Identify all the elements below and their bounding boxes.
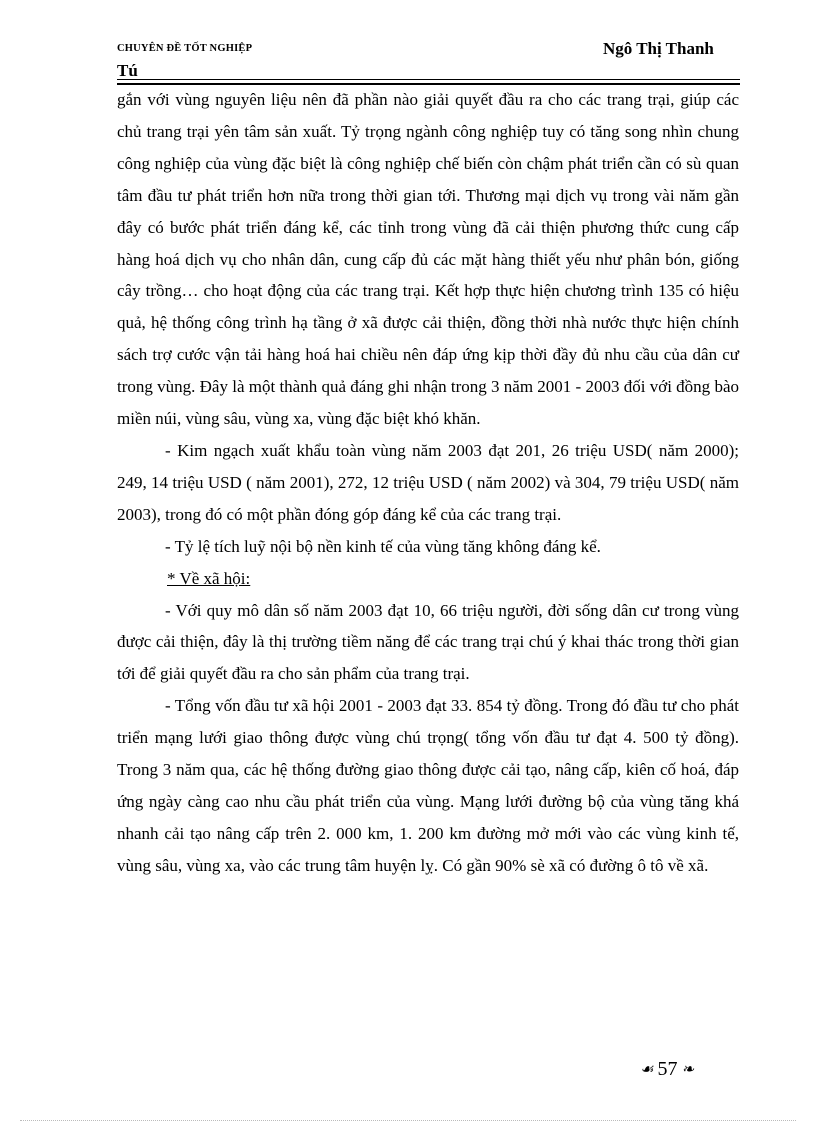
section-subheading-text: * Về xã hội: (167, 568, 251, 588)
header-rule-thin (117, 79, 740, 80)
section-subheading (117, 563, 739, 595)
ornament-left-icon: ☙ (640, 1062, 654, 1078)
document-body (117, 84, 739, 882)
page-bottom-divider (20, 1120, 796, 1121)
header-author-continued: Tú (117, 61, 138, 80)
header-left-title: CHUYÊN ĐỀ TỐT NGHIỆP (117, 43, 253, 54)
paragraph: - Với quy mô dân số năm 2003 đạt 10, 66 triệu người, đời sống dân cư trong vùng được cải thiện, đây là thị trường tiềm năng để các trang trại chú ý khai thác trong thời gian tới để giải quyết đầu ra cho sản phẩm của trang trại. (117, 600, 739, 684)
paragraph: - Kim ngạch xuất khẩu toàn vùng năm 2003 đạt 201, 26 triệu USD( năm 2000); 249, 14 triệu USD ( năm 2001), 272, 12 triệu USD ( năm 2002) và 304, 79 triệu USD( năm 2003), trong đó có một phần đóng góp đáng kể của các trang trại. (117, 440, 739, 524)
paragraph: - Tổng vốn đầu tư xã hội 2001 - 2003 đạt 33. 854 tỷ đồng. Trong đó đầu tư cho phát triển mạng lưới giao thông được vùng chú trọng( tổng vốn đầu tư đạt 4. 500 tỷ đồng). Trong 3 năm qua, các hệ thống đường giao thông được cải tạo, nâng cấp, kiên cố hoá, đáp ứng ngày càng cao nhu cầu phát triển của vùng. Mạng lưới đường bộ của vùng tăng khá nhanh cải tạo nâng cấp trên 2. 000 km, 1. 200 km đường mở mới vào các vùng kinh tế, vùng sâu, vùng xa, vào các trung tâm huyện lỵ. Có gần 90% sè xã có đường ô tô về xã. (117, 696, 739, 875)
page-footer (640, 1058, 694, 1081)
ornament-right-icon: ❧ (681, 1062, 695, 1078)
page-number: 57 (657, 1058, 678, 1080)
header-author: Ngô Thị Thanh (603, 39, 714, 58)
paragraph: - Tỷ lệ tích luỹ nội bộ nền kinh tế của vùng tăng không đáng kể. (165, 536, 601, 556)
paragraph: gắn với vùng nguyên liệu nên đã phần nào giải quyết đầu ra cho các trang trại, giúp các chủ trang trại yên tâm sản xuất. Tỷ trọng ngành công nghiệp tuy có tăng song nhìn chung công nghiệp của vùng đặc biệt là công nghiệp chế biến còn chậm phát triển cần có sù quan tâm đầu tư phát triển hơn nữa trong thời gian tới. Thương mại dịch vụ trong vài năm gần đây có bước phát triển đáng kể, các tỉnh trong vùng đã cải thiện phương thức cung cấp hàng hoá dịch vụ cho nhân dân, cung cấp đủ các mặt hàng thiết yếu như phân bón, giống cây trồng… cho hoạt động của các trang trại. Kết hợp thực hiện chương trình 135 có hiệu quả, hệ thống công trình hạ tầng ở xã được cải thiện, đồng thời nhà nước thực hiện chính sách trợ cước vận tải hàng hoá hai chiều nên đáp ứng kịp thời đầy đủ nhu cầu của dân cư trong vùng. Đây là một thành quả đáng ghi nhận trong 3 năm 2001 - 2003 đối với đồng bào miền núi, vùng sâu, vùng xa, vùng đặc biệt khó khăn. (117, 90, 739, 429)
